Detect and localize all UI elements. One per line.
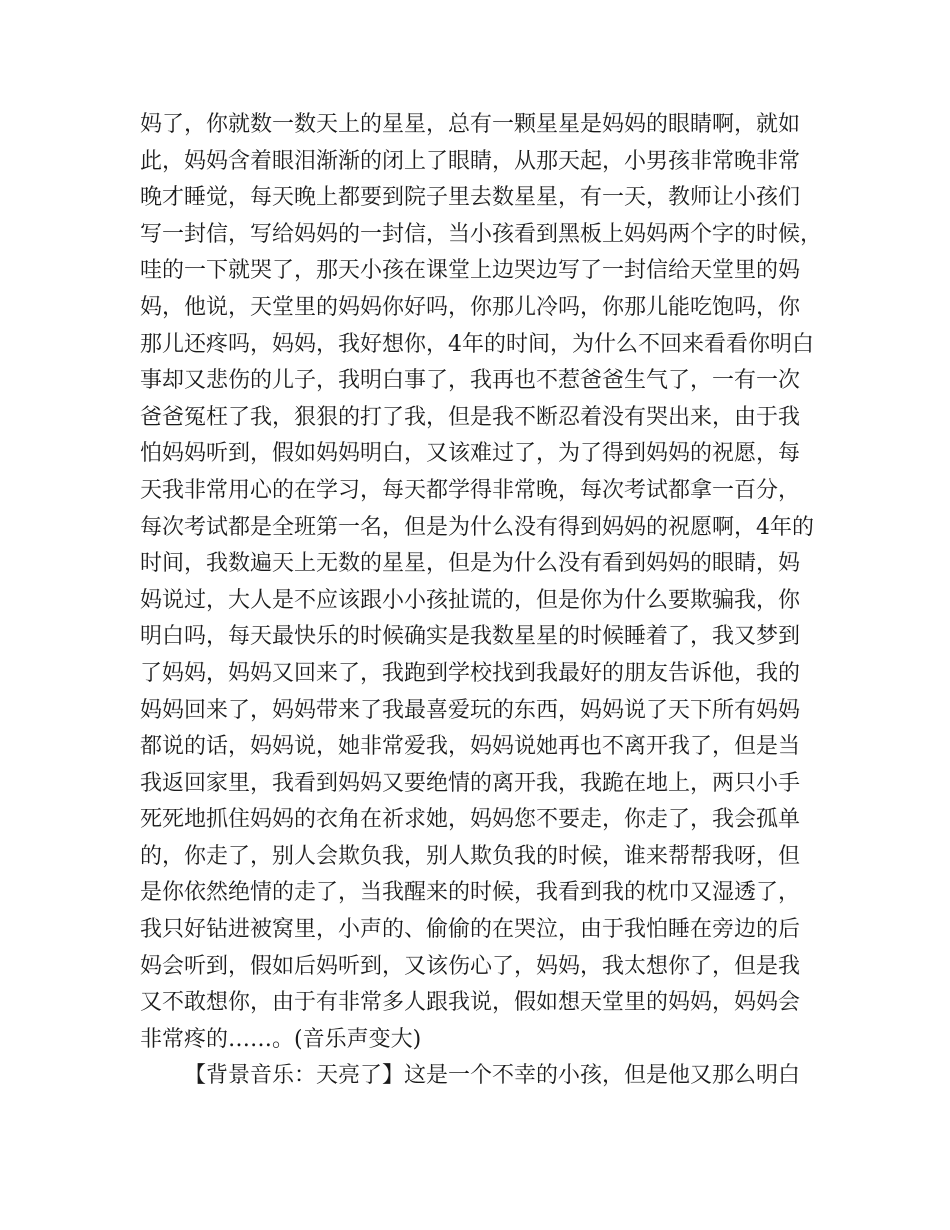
text-line: 事却又悲伤的儿子，我明白事了，我再也不惹爸爸生气了，一有一次 bbox=[140, 368, 801, 394]
text-line: 爸爸冤枉了我，狠狠的打了我，但是我不断忍着没有哭出来，由于我 bbox=[140, 404, 801, 430]
text-line: 了妈妈，妈妈又回来了，我跑到学校找到我最好的朋友告诉他，我的 bbox=[140, 660, 801, 686]
text-line: 明白吗，每天最快乐的时候确实是我数星星的时候睡着了，我又梦到 bbox=[140, 624, 801, 650]
text-line: 那儿还疼吗，妈妈，我好想你，4年的时间，为什么不回来看看你明白 bbox=[140, 331, 814, 357]
text-line: 是你依然绝情的走了，当我醒来的时候，我看到我的枕巾又湿透了， bbox=[140, 880, 801, 906]
text-line: 妈妈回来了，妈妈带来了我最喜爱玩的东西，妈妈说了天下所有妈妈 bbox=[140, 697, 801, 723]
text-line: 又不敢想你，由于有非常多人跟我说，假如想天堂里的妈妈，妈妈会 bbox=[140, 990, 801, 1016]
text-line: 的，你走了，别人会欺负我，别人欺负我的时候，谁来帮帮我呀，但 bbox=[140, 843, 801, 869]
text-line: 我只好钻进被窝里，小声的、偷偷的在哭泣，由于我怕睡在旁边的后 bbox=[140, 917, 801, 943]
text-line: 妈，他说，天堂里的妈妈你好吗，你那儿冷吗，你那儿能吃饱吗，你 bbox=[140, 294, 801, 320]
text-line: 死死地抓住妈妈的衣角在祈求她，妈妈您不要走，你走了，我会孤单 bbox=[140, 807, 801, 833]
text-line: 怕妈妈听到，假如妈妈明白，又该难过了，为了得到妈妈的祝愿，每 bbox=[140, 441, 801, 467]
text-line: 写一封信，写给妈妈的一封信，当小孩看到黑板上妈妈两个字的时候， bbox=[140, 221, 823, 247]
text-line: 每次考试都是全班第一名，但是为什么没有得到妈妈的祝愿啊，4年的 bbox=[140, 514, 814, 540]
text-line: 非常疼的……。(音乐声变大) bbox=[140, 1026, 422, 1052]
text-line: 妈会听到，假如后妈听到，又该伤心了，妈妈，我太想你了，但是我 bbox=[140, 953, 801, 979]
text-line: 我返回家里，我看到妈妈又要绝情的离开我，我跪在地上，两只小手 bbox=[140, 770, 801, 796]
text-line: 时间，我数遍天上无数的星星，但是为什么没有看到妈妈的眼睛，妈 bbox=[140, 551, 801, 577]
text-line: 妈说过，大人是不应该跟小小孩扯谎的，但是你为什么要欺骗我，你 bbox=[140, 587, 801, 613]
text-line: 都说的话，妈妈说，她非常爱我，妈妈说她再也不离开我了，但是当 bbox=[140, 734, 801, 760]
text-line: 天我非常用心的在学习，每天都学得非常晚，每次考试都拿一百分， bbox=[140, 477, 801, 503]
text-line: 哇的一下就哭了，那天小孩在课堂上边哭边写了一封信给天堂里的妈 bbox=[140, 258, 801, 284]
paragraph-start: 【背景音乐：天亮了】这是一个不幸的小孩，但是他又那么明白 bbox=[184, 1063, 801, 1089]
document-body bbox=[140, 107, 823, 1095]
text-line: 妈了，你就数一数天上的星星，总有一颗星星是妈妈的眼睛啊，就如 bbox=[140, 112, 801, 137]
text-line: 此，妈妈含着眼泪渐渐的闭上了眼睛，从那天起，小男孩非常晚非常 bbox=[140, 148, 801, 174]
text-line: 晚才睡觉，每天晚上都要到院子里去数星星，有一天，教师让小孩们 bbox=[140, 185, 801, 211]
